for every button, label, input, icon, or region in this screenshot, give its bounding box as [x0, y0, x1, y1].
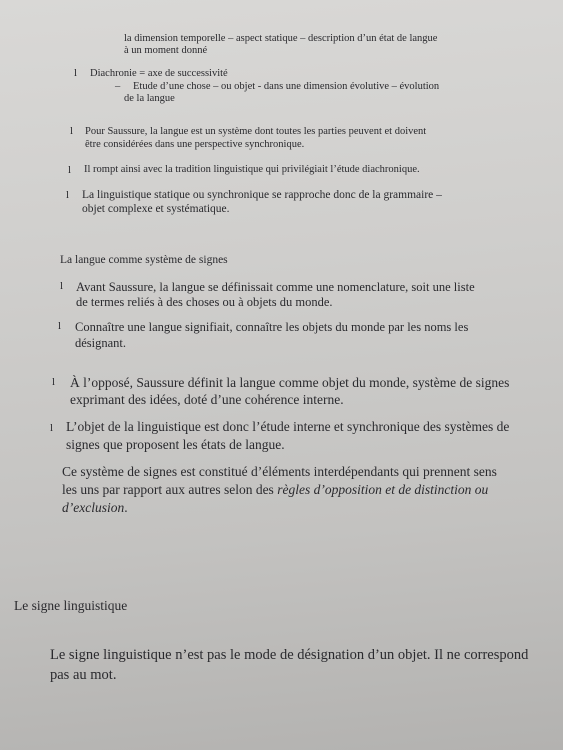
bullet-marker: l — [66, 189, 70, 201]
text-line: désignant. — [75, 336, 127, 350]
bullet-marker: l — [58, 320, 62, 332]
plain-text: . — [124, 500, 128, 515]
text-line: Avant Saussure, la langue se définissait comme une nomenclature, soit une liste — [76, 280, 475, 294]
italic-text: règles d’opposition et de distinction ou — [277, 482, 489, 497]
bullet-marker: l — [68, 164, 72, 176]
bullet-marker: l — [60, 280, 64, 292]
bullet-marker: l — [70, 125, 74, 137]
text-line: Etude d’une chose – ou objet - dans une dimension évolutive – évolution — [133, 81, 440, 92]
text-line: la dimension temporelle – aspect statique – description d’un état de langue — [124, 33, 438, 44]
text-line: objet complexe et systématique. — [82, 203, 230, 215]
bullet-marker: l — [74, 67, 78, 79]
bullet-marker: l — [50, 422, 54, 434]
text-line: Pour Saussure, la langue est un système dont toutes les parties peuvent et doivent — [85, 126, 427, 137]
text-line: Ce système de signes est constitué d’éléments interdépendants qui prennent sens — [62, 464, 497, 479]
text-line: À l’opposé, Saussure définit la langue comme objet du monde, système de signes — [70, 375, 510, 390]
text-line: pas au mot. — [50, 667, 117, 683]
text-line: Connaître une langue signifiait, connaître les objets du monde par les noms les — [75, 320, 469, 334]
text-line: de termes reliés à des choses ou à objets du monde. — [76, 295, 333, 309]
text-line: exprimant des idées, doté d’une cohérence interne. — [70, 392, 344, 407]
section-heading: Le signe linguistique — [14, 598, 128, 613]
text-line: Il rompt ainsi avec la tradition linguistique qui privilégiait l’étude diachronique. — [84, 164, 420, 175]
diachronie-line: Diachronie = axe de successivité — [90, 68, 228, 79]
text-line: La linguistique statique ou synchronique se rapproche donc de la grammaire – — [82, 189, 442, 201]
text-line: être considérées dans une perspective synchronique. — [85, 139, 305, 150]
italic-text: d’exclusion — [62, 500, 125, 515]
text-line: Le signe linguistique n’est pas le mode de désignation d’un objet. Il ne correspond — [50, 647, 529, 663]
bullet-marker: l — [52, 376, 56, 388]
section-heading: La langue comme système de signes — [60, 254, 228, 266]
text-line: de la langue — [124, 93, 175, 104]
plain-text: les uns par rapport aux autres selon des — [62, 482, 278, 497]
dash-marker: – — [115, 81, 121, 92]
text-line — [62, 482, 488, 498]
text-line: L’objet de la linguistique est donc l’étude interne et synchronique des systèmes de — [66, 419, 510, 434]
text-line: signes que proposent les états de langue. — [66, 437, 285, 452]
text-line: à un moment donné — [124, 45, 208, 56]
text-line — [62, 500, 128, 516]
